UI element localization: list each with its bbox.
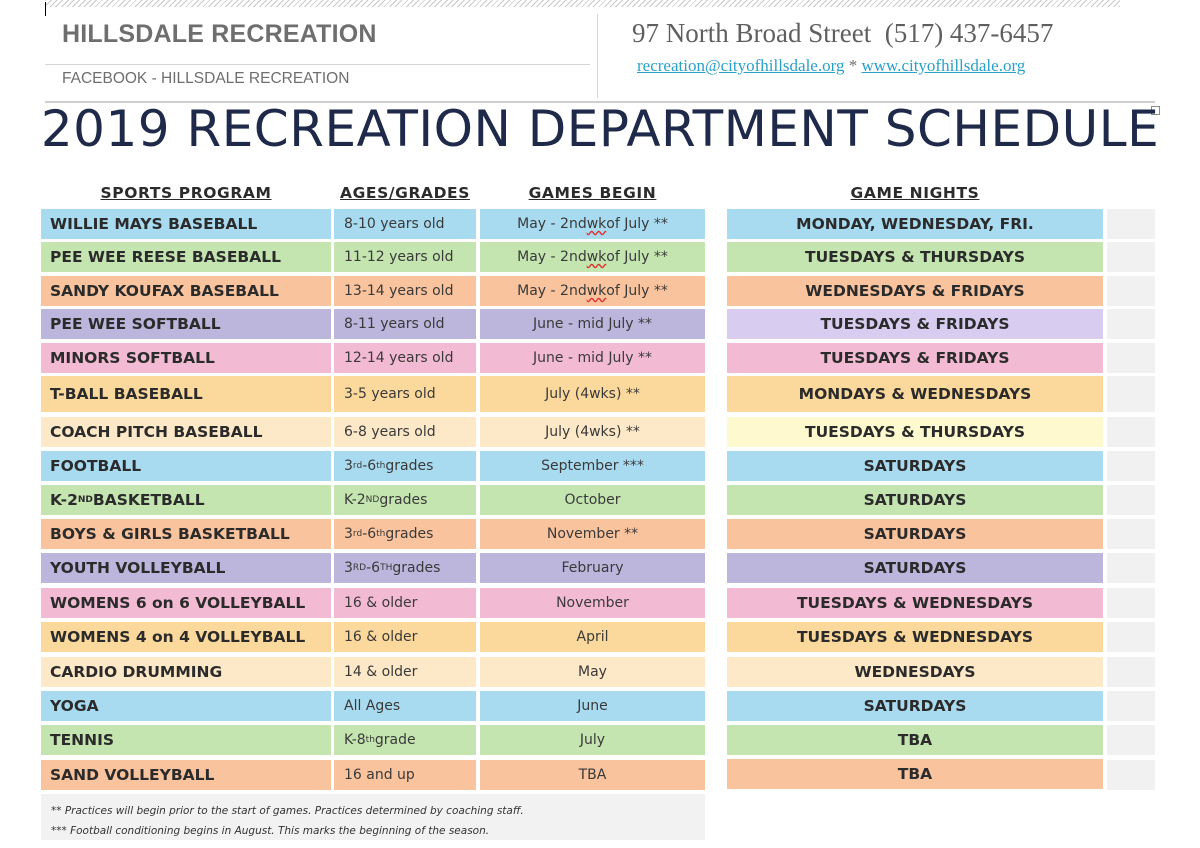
program-cell: WOMENS 6 on 6 VOLLEYBALL	[41, 588, 331, 618]
program-cell: WILLIE MAYS BASEBALL	[41, 209, 331, 239]
blank-cell	[1107, 309, 1155, 339]
game-nights-cell: SATURDAYS	[727, 519, 1103, 549]
game-nights-cell: SATURDAYS	[727, 691, 1103, 721]
games-begin-cell: May	[480, 657, 705, 687]
program-cell: CARDIO DRUMMING	[41, 657, 331, 687]
blank-cell	[1107, 485, 1155, 515]
ages-cell: 3-5 years old	[334, 376, 476, 412]
games-begin-cell: February	[480, 553, 705, 583]
games-begin-cell: April	[480, 622, 705, 652]
column-header-nights: GAME NIGHTS	[850, 184, 980, 202]
blank-cell	[1107, 451, 1155, 481]
game-nights-cell: TUESDAYS & FRIDAYS	[727, 309, 1103, 339]
blank-cell	[1107, 691, 1155, 721]
program-cell: SANDY KOUFAX BASEBALL	[41, 276, 331, 306]
ages-cell: 13-14 years old	[334, 276, 476, 306]
ages-cell: K-2 ND grades	[334, 485, 476, 515]
ages-cell: 16 & older	[334, 622, 476, 652]
ages-cell: 8-10 years old	[334, 209, 476, 239]
blank-cell	[1107, 622, 1155, 652]
column-header-program: SPORTS PROGRAM	[100, 184, 272, 202]
ages-cell: 3 rd -6 th grades	[334, 519, 476, 549]
blank-cell	[1107, 657, 1155, 687]
game-nights-cell: TUESDAYS & FRIDAYS	[727, 343, 1103, 373]
game-nights-cell: TUESDAYS & THURSDAYS	[727, 242, 1103, 272]
blank-cell	[1107, 343, 1155, 373]
ages-cell: 12-14 years old	[334, 343, 476, 373]
games-begin-cell: July	[480, 725, 705, 755]
header-vertical-separator	[597, 14, 598, 98]
games-begin-cell: June - mid July **	[480, 343, 705, 373]
blank-cell	[1107, 760, 1155, 790]
column-header-ages: AGES/GRADES	[339, 184, 470, 202]
games-begin-cell: June - mid July **	[480, 309, 705, 339]
program-cell: FOOTBALL	[41, 451, 331, 481]
blank-cell	[1107, 588, 1155, 618]
blank-cell	[1107, 519, 1155, 549]
game-nights-cell: SATURDAYS	[727, 485, 1103, 515]
footnotes	[41, 794, 705, 840]
page-title: 2019 RECREATION DEPARTMENT SCHEDULE	[40, 100, 1160, 158]
blank-cell	[1107, 417, 1155, 447]
games-begin-cell: May - 2nd wk of July **	[480, 276, 705, 306]
ages-cell: 3 rd -6 th grades	[334, 451, 476, 481]
ages-cell: 11-12 years old	[334, 242, 476, 272]
ages-cell: 16 & older	[334, 588, 476, 618]
contact-line	[637, 56, 1025, 76]
game-nights-cell: TUESDAYS & THURSDAYS	[727, 417, 1103, 447]
blank-cell	[1107, 209, 1155, 239]
game-nights-cell: TBA	[727, 759, 1103, 789]
ages-cell: 3 RD -6 TH grades	[334, 553, 476, 583]
org-name: HILLSDALE RECREATION	[62, 20, 377, 48]
email-link[interactable]: recreation@cityofhillsdale.org	[637, 56, 845, 75]
program-cell: PEE WEE REESE BASEBALL	[41, 242, 331, 272]
games-begin-cell: September ***	[480, 451, 705, 481]
program-cell: WOMENS 4 on 4 VOLLEYBALL	[41, 622, 331, 652]
ages-cell: 16 and up	[334, 760, 476, 790]
program-cell: PEE WEE SOFTBALL	[41, 309, 331, 339]
program-cell: T-BALL BASEBALL	[41, 376, 331, 412]
games-begin-cell: July (4wks) **	[480, 417, 705, 447]
program-cell: YOGA	[41, 691, 331, 721]
facebook-line: FACEBOOK - HILLSDALE RECREATION	[62, 70, 350, 87]
game-nights-cell: MONDAYS & WEDNESDAYS	[727, 376, 1103, 412]
ages-cell: K-8 th grade	[334, 725, 476, 755]
game-nights-cell: TUESDAYS & WEDNESDAYS	[727, 622, 1103, 652]
games-begin-cell: November	[480, 588, 705, 618]
program-cell: BOYS & GIRLS BASKETBALL	[41, 519, 331, 549]
program-cell: YOUTH VOLLEYBALL	[41, 553, 331, 583]
game-nights-cell: TBA	[727, 725, 1103, 755]
blank-cell	[1107, 725, 1155, 755]
game-nights-cell: SATURDAYS	[727, 553, 1103, 583]
game-nights-cell: MONDAY, WEDNESDAY, FRI.	[727, 209, 1103, 239]
program-cell: TENNIS	[41, 725, 331, 755]
ages-cell: 14 & older	[334, 657, 476, 687]
address-phone: 97 North Broad Street (517) 437-6457	[632, 18, 1054, 48]
ages-cell: 8-11 years old	[334, 309, 476, 339]
games-begin-cell: May - 2nd wk of July **	[480, 242, 705, 272]
ages-cell: All Ages	[334, 691, 476, 721]
text-cursor	[45, 2, 46, 16]
blank-cell	[1107, 276, 1155, 306]
footnote-practices: ** Practices will begin prior to the start of games. Practices determined by coaching staff.	[51, 805, 524, 817]
program-cell: SAND VOLLEYBALL	[41, 760, 331, 790]
games-begin-cell: October	[480, 485, 705, 515]
program-cell: K-2 ND BASKETBALL	[41, 485, 331, 515]
games-begin-cell: November **	[480, 519, 705, 549]
games-begin-cell: June	[480, 691, 705, 721]
games-begin-cell: July (4wks) **	[480, 376, 705, 412]
column-header-games: GAMES BEGIN	[528, 184, 657, 202]
game-nights-cell: TUESDAYS & WEDNESDAYS	[727, 588, 1103, 618]
games-begin-cell: May - 2nd wk of July **	[480, 209, 705, 239]
game-nights-cell: SATURDAYS	[727, 451, 1103, 481]
game-nights-cell: WEDNESDAYS	[727, 657, 1103, 687]
contact-separator: *	[844, 56, 862, 75]
website-link[interactable]: www.cityofhillsdale.org	[861, 56, 1026, 75]
blank-cell	[1107, 376, 1155, 412]
game-nights-cell: WEDNESDAYS & FRIDAYS	[727, 276, 1103, 306]
blank-cell	[1107, 242, 1155, 272]
games-begin-cell: TBA	[480, 760, 705, 790]
blank-cell	[1107, 553, 1155, 583]
program-cell: COACH PITCH BASEBALL	[41, 417, 331, 447]
ages-cell: 6-8 years old	[334, 417, 476, 447]
header-hatch-border	[45, 0, 1120, 7]
header-divider	[45, 64, 590, 65]
program-cell: MINORS SOFTBALL	[41, 343, 331, 373]
footnote-football: *** Football conditioning begins in August. This marks the beginning of the season.	[51, 825, 490, 837]
